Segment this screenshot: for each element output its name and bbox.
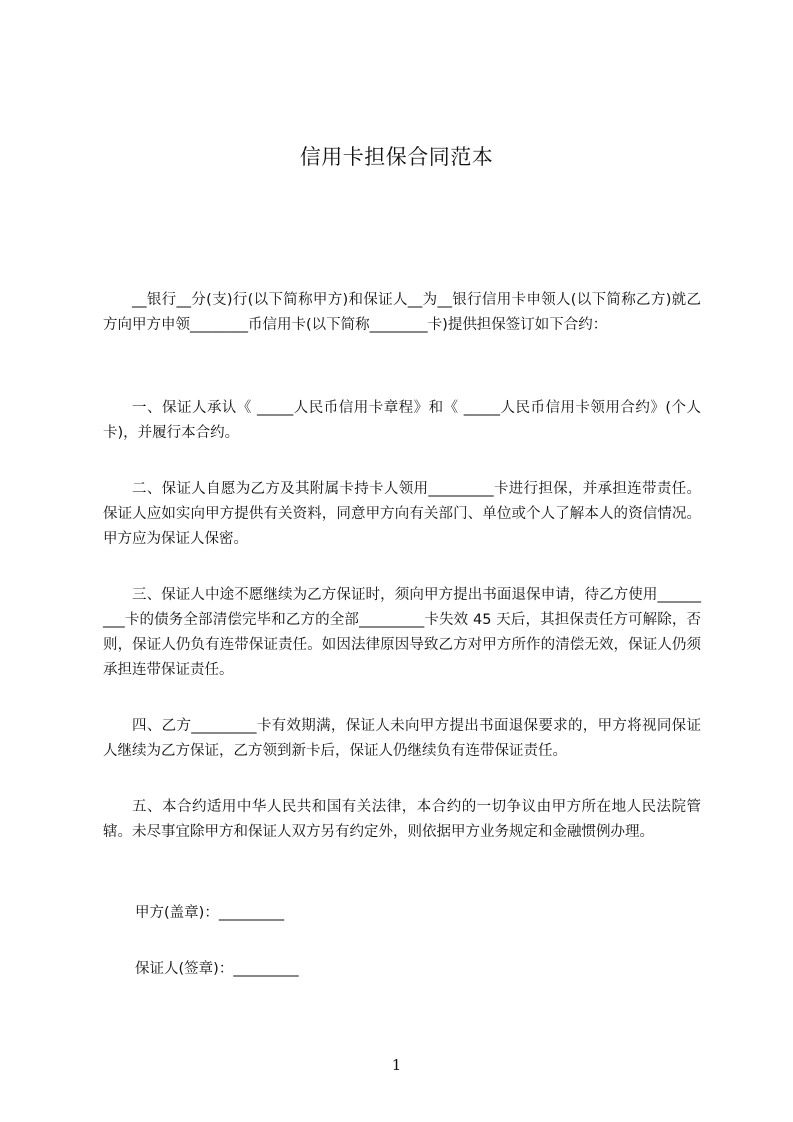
paragraph-preamble: __银行__分(支)行(以下简称甲方)和保证人__为__银行信用卡申领人(以下简称乙方)就乙方向甲方申领________币信用卡(以下简称________卡)提供担保签订如下合约： xyxy=(103,292,701,333)
paragraph-clause-3: 三、保证人中途不愿继续为乙方保证时，须向甲方提出书面退保申请，待乙方使用_________卡的债务全部清偿完毕和乙方的全部_________卡失效 45 天后，其担保责任方可解除，否则，保证人仍负有连带保证责任。如因法律原因导致乙方对甲方所作的清偿无效，保证人仍须承担连带保证责任。 xyxy=(103,587,701,678)
paragraph-clause-5: 五、本合约适用中华人民共和国有关法律，本合约的一切争议由甲方所在地人民法院管辖。未尽事宜除甲方和保证人双方另有约定外，则依据甲方业务规定和金融惯例办理。 xyxy=(103,799,701,840)
paragraph-clause-4: 四、乙方_________卡有效期满，保证人未向甲方提出书面退保要求的，甲方将视同保证人继续为乙方保证，乙方领到新卡后，保证人仍继续负有连带保证责任。 xyxy=(103,718,701,759)
document-title: 信用卡担保合同范本 xyxy=(299,145,494,169)
signature-guarantor: 保证人(签章)：_________ xyxy=(135,961,299,977)
signature-party-a: 甲方(盖章)：_________ xyxy=(135,905,285,921)
paragraph-clause-1: 一、保证人承认《 _____人民币信用卡章程》和《 _____人民币信用卡领用合约》(个人卡)，并履行本合约。 xyxy=(103,400,701,441)
page-number: 1 xyxy=(391,1056,402,1074)
paragraph-clause-2: 二、保证人自愿为乙方及其附属卡持卡人领用_________卡进行担保，并承担连带责任。保证人应如实向甲方提供有关资料，同意甲方向有关部门、单位或个人了解本人的资信情况。甲方应为保证人保密。 xyxy=(103,481,701,547)
